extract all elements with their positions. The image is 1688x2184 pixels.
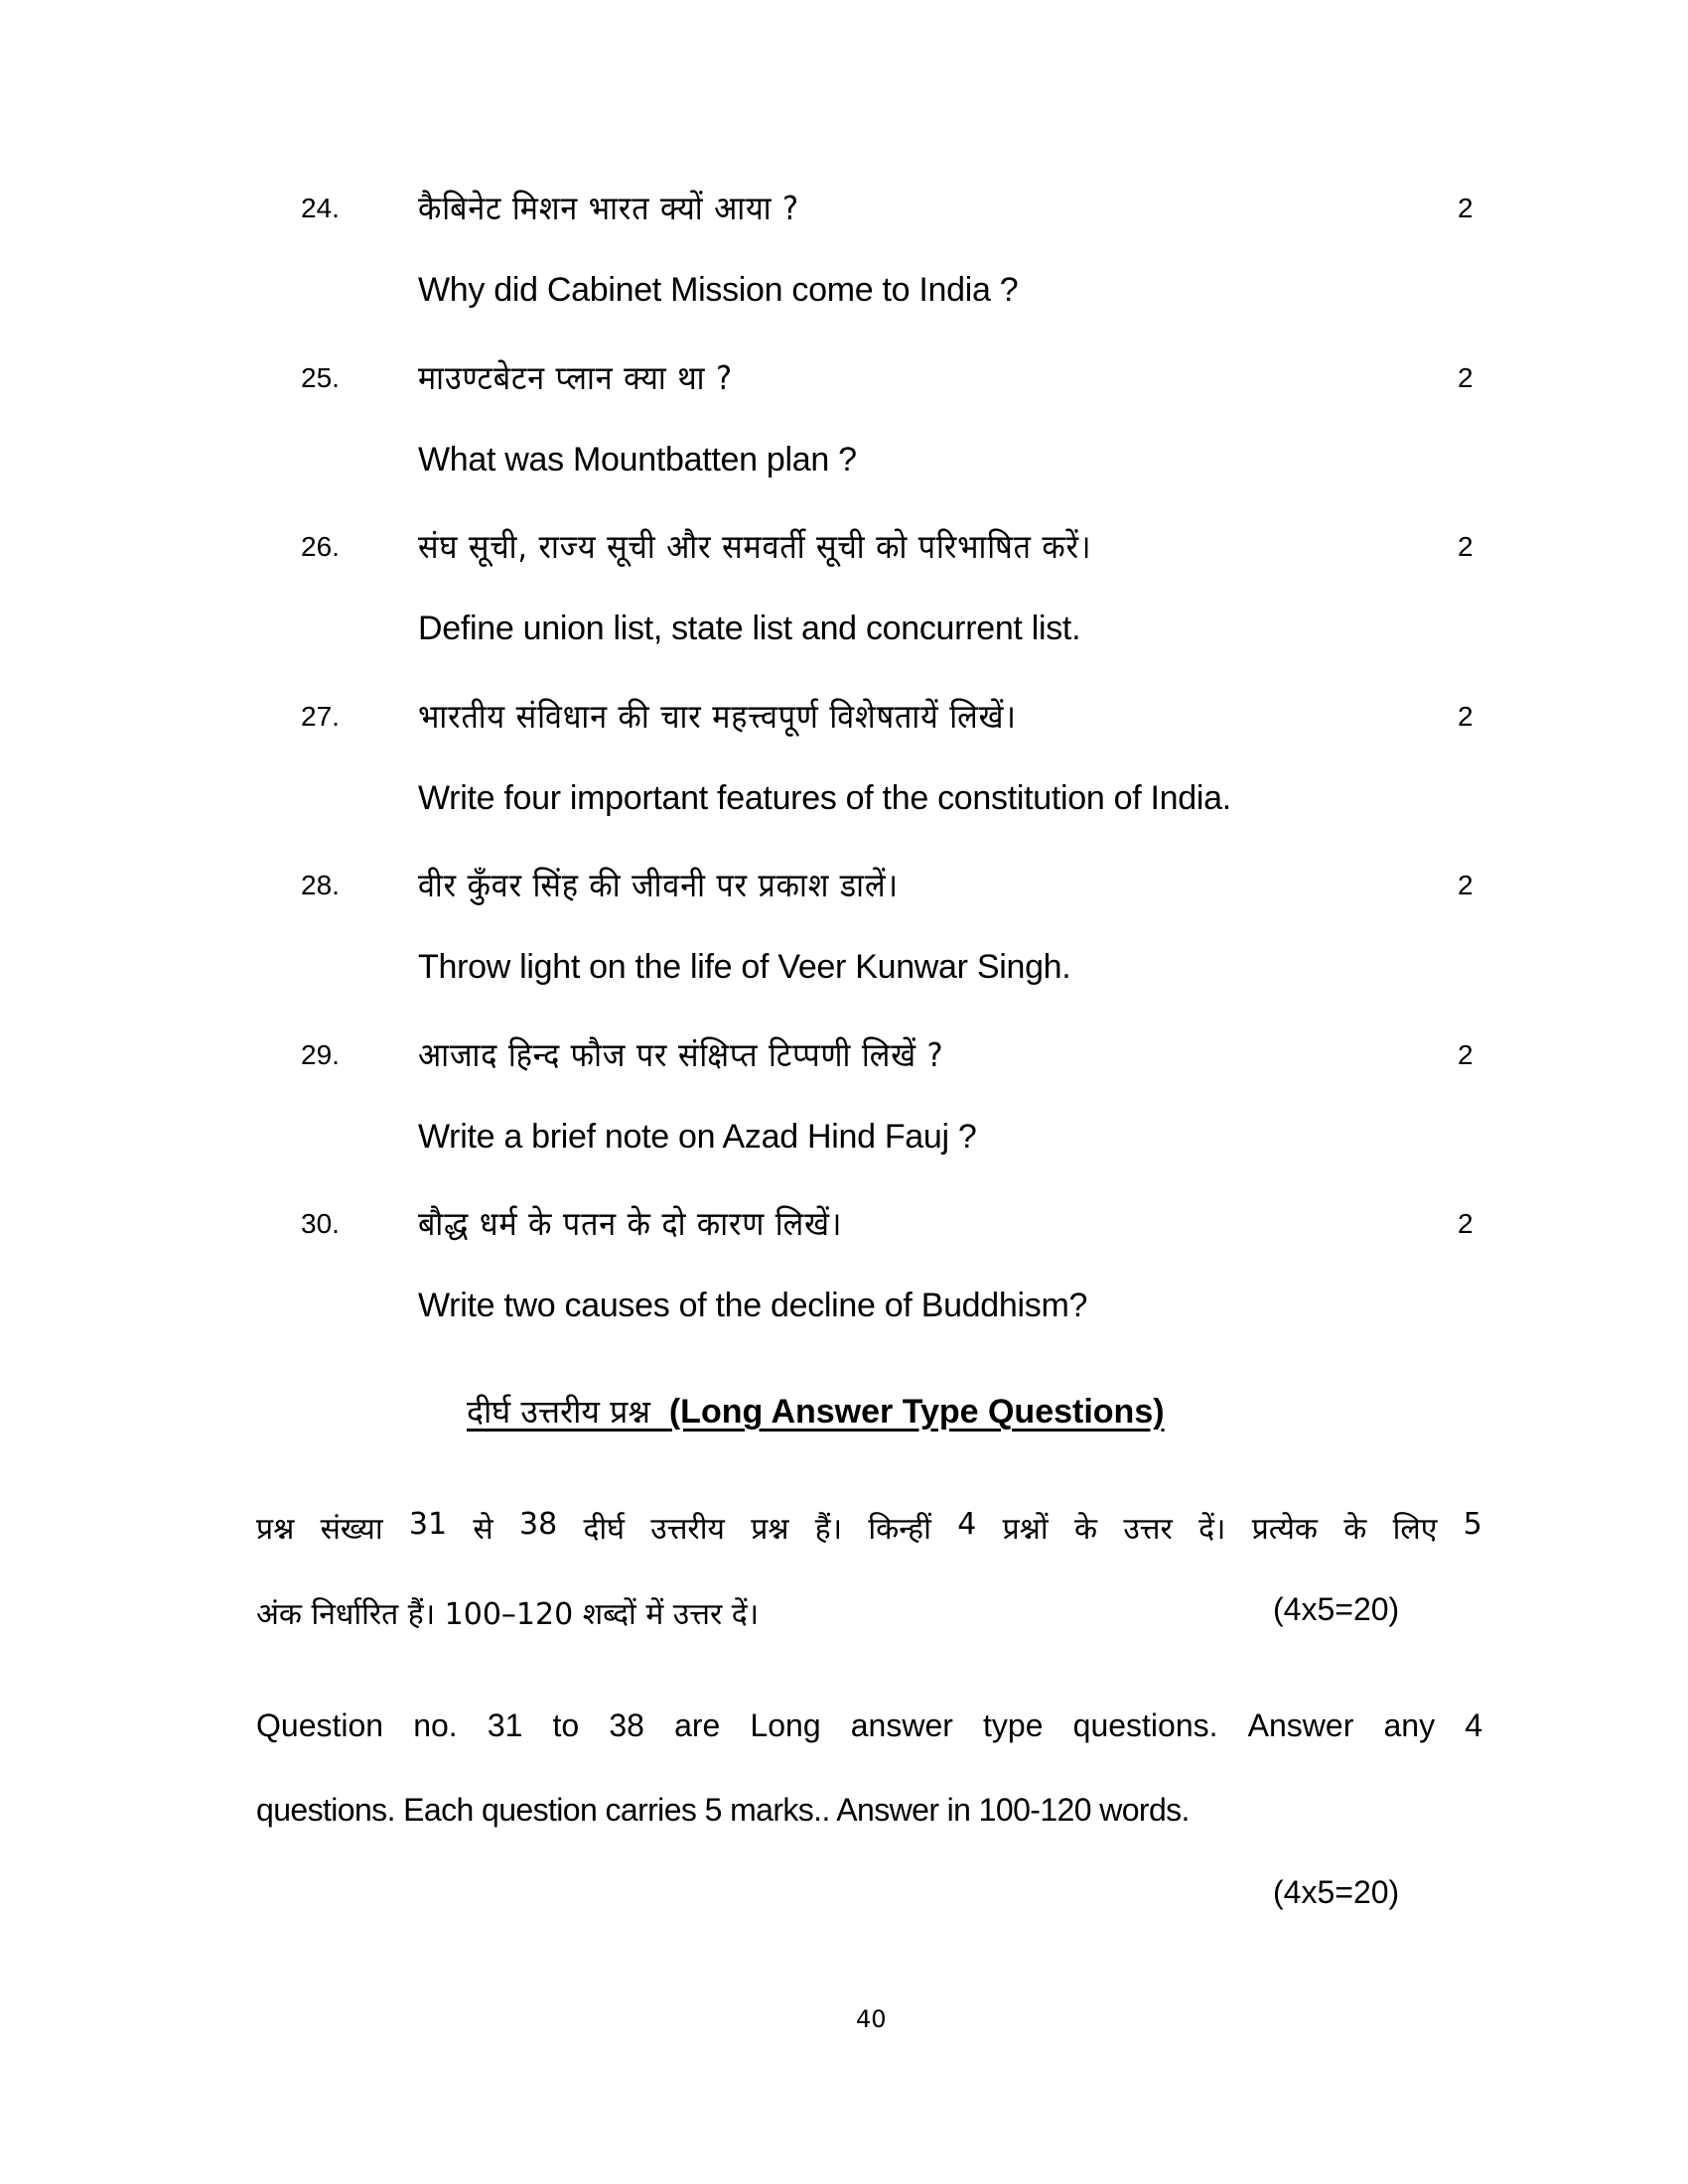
question-text-hindi: भारतीय संविधान की चार महत्त्वपूर्ण विशेषतायें लिखें।: [418, 696, 1017, 736]
instruction-word: 38: [519, 1507, 558, 1542]
instruction-word: लिए: [1392, 1512, 1438, 1547]
marks-scheme-hindi: (4x5=20): [1273, 1591, 1400, 1627]
question-number: 25.: [301, 361, 340, 393]
instruction-word: questions.: [1072, 1707, 1218, 1743]
question-number: 24.: [301, 193, 340, 223]
question-marks: 2: [1458, 1208, 1474, 1239]
section-heading-english: (Long Answer Type Questions): [668, 1393, 1165, 1431]
question-text-hindi: वीर कुँवर सिंह की जीवनी पर प्रकाश डालें।: [418, 866, 899, 904]
instruction-word: 31: [487, 1707, 523, 1743]
question-number: 29.: [301, 1038, 340, 1070]
instruction-word: 4: [1465, 1707, 1482, 1743]
question-text-english: Why did Cabinet Mission come to India ?: [418, 271, 1019, 309]
question-marks: 2: [1458, 361, 1474, 393]
question-number: 26.: [301, 531, 340, 562]
question-text-hindi: संघ सूची, राज्य सूची और समवर्ती सूची को परिभाषित करें।: [418, 527, 1092, 566]
question-number: 28.: [301, 870, 340, 900]
question-marks: 2: [1458, 870, 1474, 900]
instruction-word: किन्हीं: [868, 1512, 931, 1547]
instruction-word: के: [1073, 1512, 1098, 1547]
question-number: 30.: [301, 1208, 340, 1239]
instruction-word: any: [1383, 1707, 1436, 1743]
page-number: 40: [856, 2005, 887, 2033]
instruction-word: प्रश्न: [751, 1512, 789, 1547]
instruction-word: Question: [256, 1707, 384, 1743]
question-text-hindi: माउण्टबेटन प्लान क्या था ?: [418, 357, 733, 397]
question-text-english: Write four important features of the constitution of India.: [418, 778, 1231, 817]
instructions-hindi-line2: अंक निर्धारित हैं। 100–120 शब्दों में उत्तर दें।: [256, 1597, 760, 1632]
instructions-english-line2: questions. Each question carries 5 marks.. Answer in 100-120 words.: [256, 1792, 1190, 1828]
instructions-english-line1: [256, 1707, 1482, 1744]
question-text-english: Define union list, state list and concurrent list.: [418, 610, 1081, 647]
instruction-word: answer: [850, 1707, 953, 1743]
instruction-word: 38: [609, 1707, 644, 1743]
question-text-english: Write a brief note on Azad Hind Fauj ?: [418, 1117, 977, 1156]
instruction-word: to: [552, 1707, 580, 1743]
instruction-word: प्रश्न: [256, 1512, 295, 1547]
instruction-word: दीर्घ: [583, 1512, 625, 1547]
question-text-english: Write two causes of the decline of Buddhism?: [418, 1287, 1088, 1324]
question-number: 27.: [301, 700, 340, 732]
question-text-english: What was Mountbatten plan ?: [418, 440, 857, 478]
marks-scheme-english: (4x5=20): [1273, 1874, 1400, 1910]
instruction-word: are: [674, 1707, 721, 1743]
instruction-word: 4: [957, 1507, 977, 1542]
question-text-hindi: कैबिनेट मिशन भारत क्यों आया ?: [418, 189, 800, 227]
instruction-word: हैं।: [814, 1512, 843, 1547]
question-marks: 2: [1458, 193, 1474, 223]
question-text-hindi: आजाद हिन्द फौज पर संक्षिप्त टिप्पणी लिखें ?: [418, 1034, 944, 1074]
section-heading-hindi: दीर्घ उत्तरीय प्रश्न: [467, 1393, 650, 1431]
instruction-word: दें।: [1198, 1512, 1226, 1547]
instruction-word: प्रश्नों: [1002, 1512, 1049, 1547]
instruction-word: Answer: [1247, 1707, 1354, 1743]
section-heading: [467, 1390, 1165, 1433]
instruction-word: Long: [750, 1707, 821, 1743]
instructions-hindi-line1: [256, 1507, 1482, 1548]
question-text-english: Throw light on the life of Veer Kunwar Singh.: [418, 948, 1071, 986]
instruction-word: उत्तरीय: [650, 1512, 725, 1547]
instruction-word: उत्तर: [1123, 1512, 1173, 1547]
instruction-word: 31: [408, 1507, 448, 1542]
instruction-word: no.: [413, 1707, 458, 1743]
instruction-word: संख्या: [320, 1512, 383, 1547]
instruction-word: 5: [1463, 1507, 1482, 1542]
question-text-hindi: बौद्ध धर्म के पतन के दो कारण लिखें।: [418, 1204, 843, 1243]
instruction-word: type: [983, 1707, 1044, 1743]
instruction-word: प्रत्येक: [1251, 1512, 1318, 1547]
question-marks: 2: [1458, 531, 1474, 562]
instruction-word: के: [1343, 1512, 1367, 1547]
instruction-word: से: [473, 1512, 493, 1547]
question-marks: 2: [1458, 1038, 1474, 1070]
question-marks: 2: [1458, 700, 1474, 732]
